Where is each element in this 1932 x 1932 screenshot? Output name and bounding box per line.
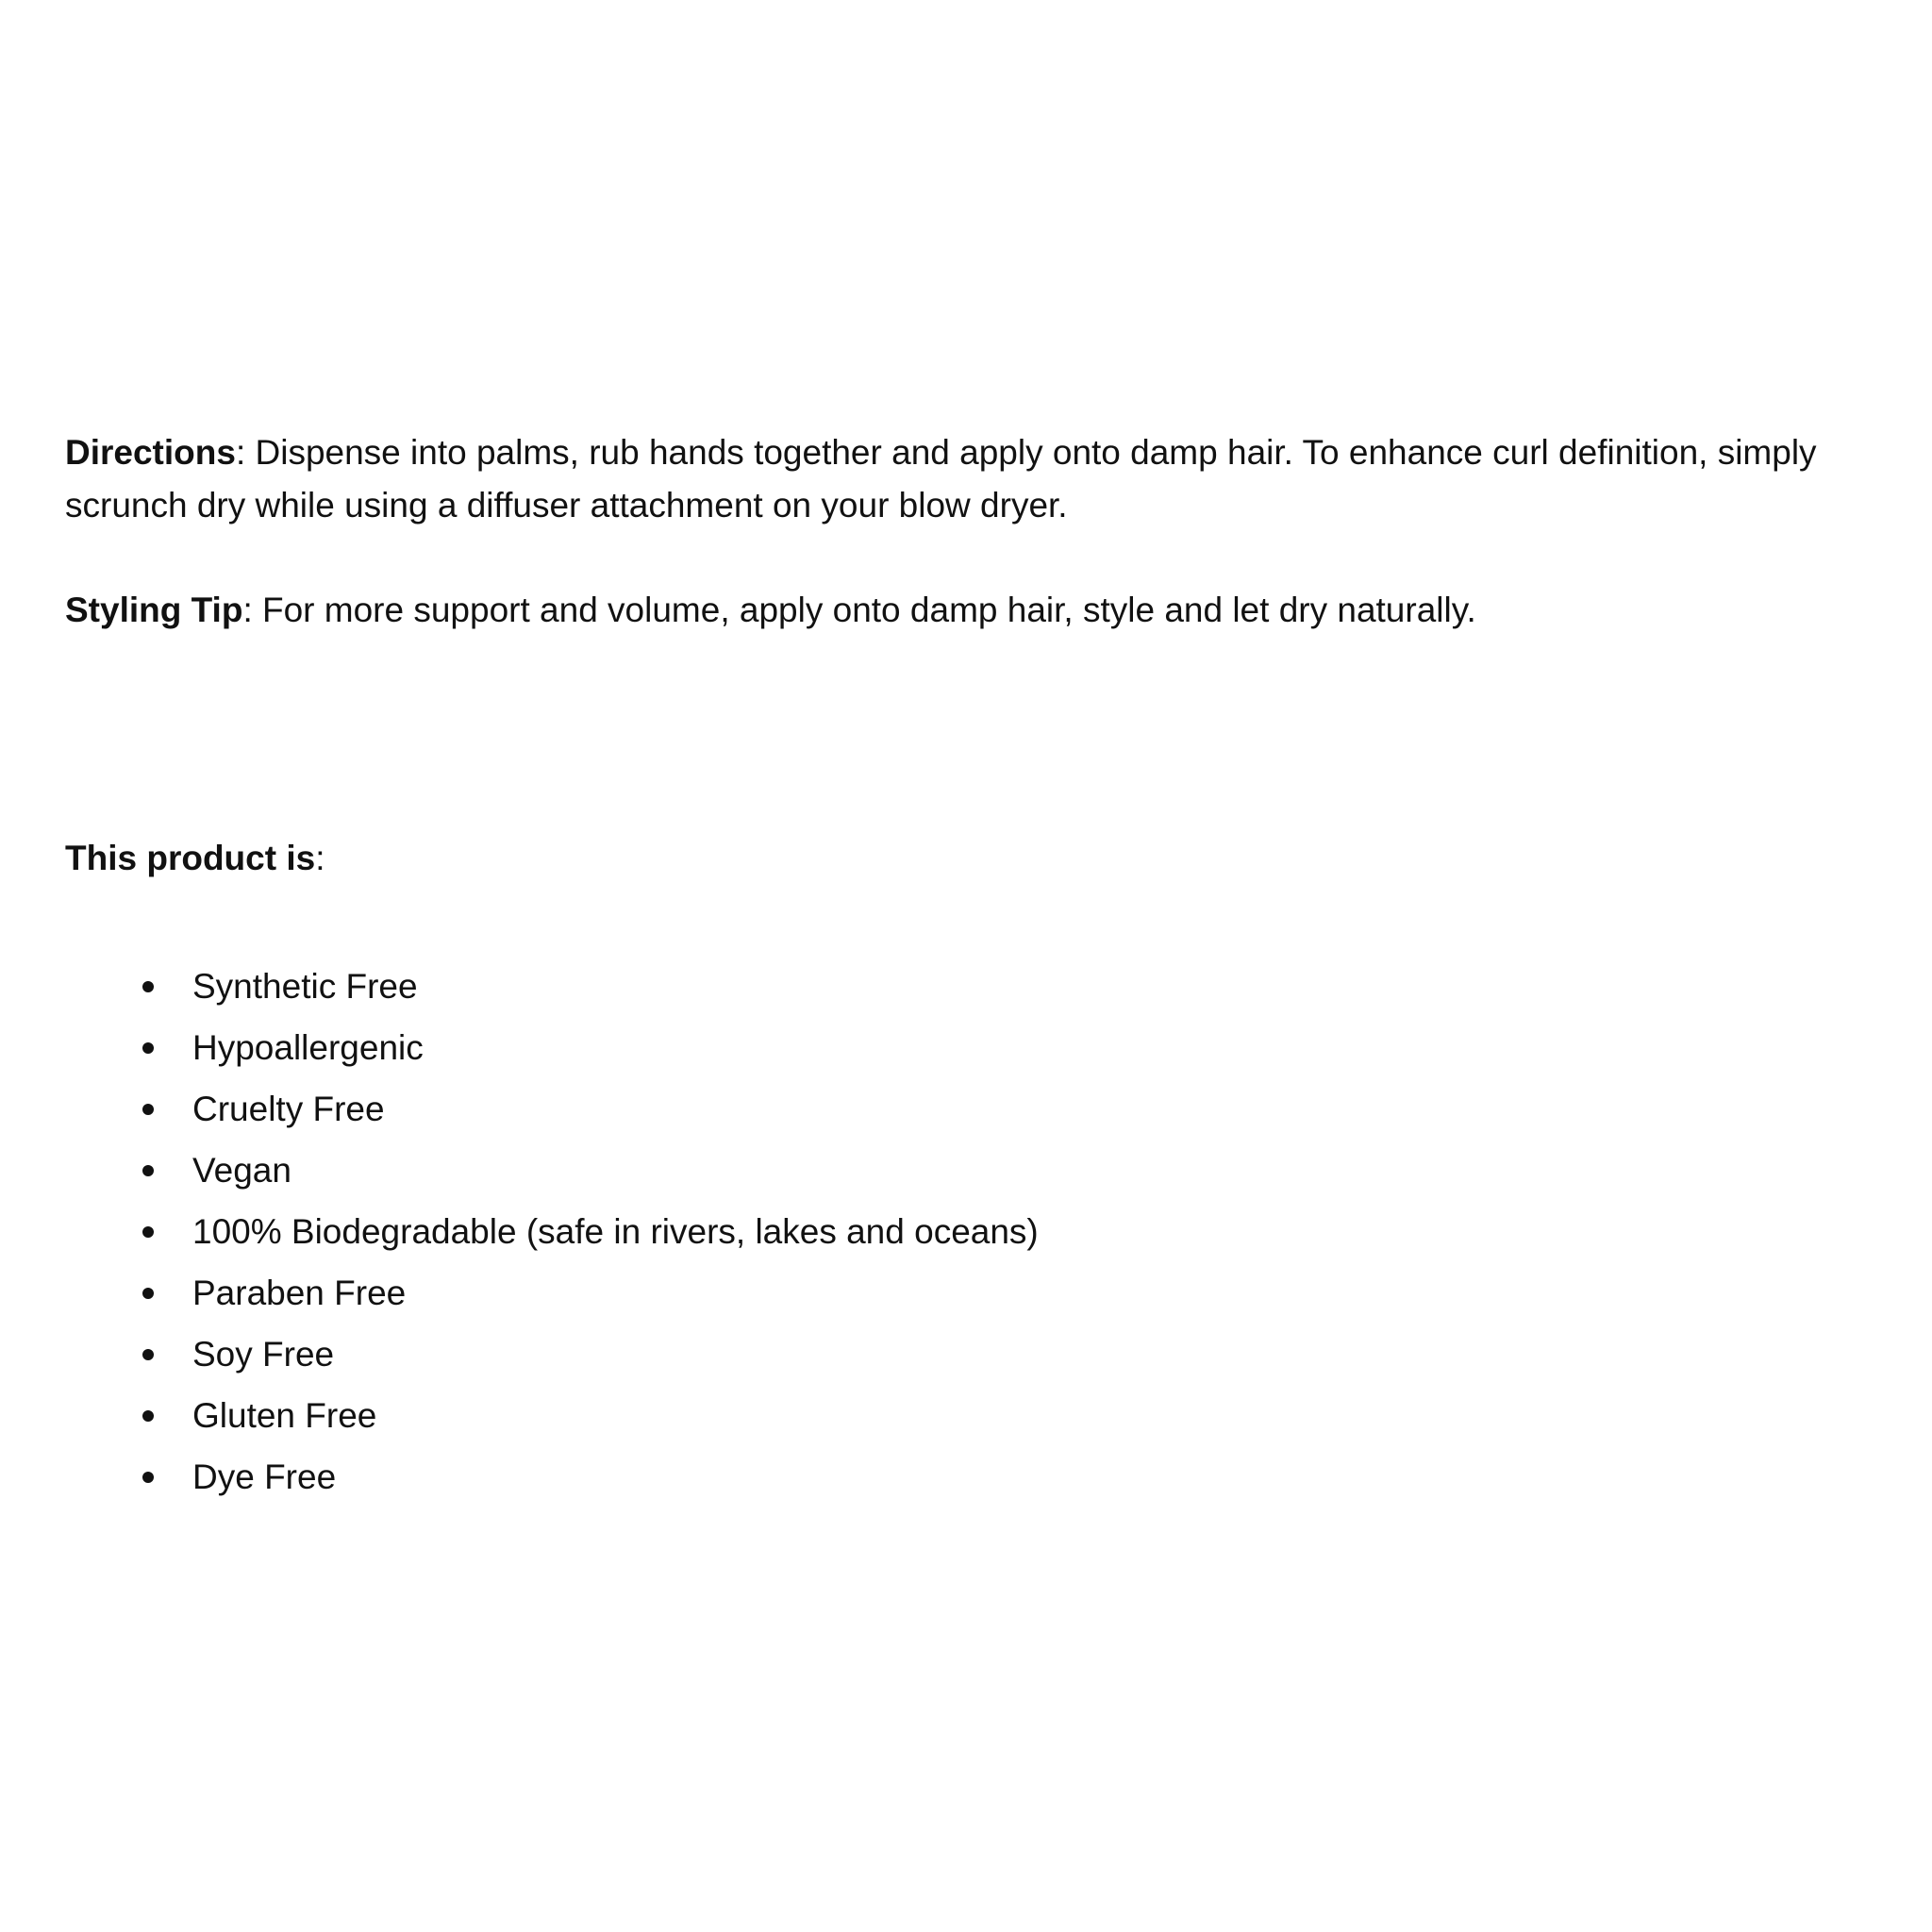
feature-label: Vegan	[192, 1151, 291, 1190]
product-heading-suffix: :	[315, 839, 325, 877]
styling-tip-label: Styling Tip	[65, 591, 243, 629]
list-item	[65, 1201, 1914, 1262]
bullet-icon	[142, 1349, 154, 1360]
bullet-icon	[142, 1226, 154, 1238]
list-item	[65, 956, 1914, 1017]
product-heading-label: This product is	[65, 839, 316, 877]
styling-tip-paragraph	[65, 584, 1914, 637]
bullet-icon	[142, 1288, 154, 1299]
directions-label: Directions	[65, 433, 236, 472]
list-item	[65, 1017, 1914, 1078]
product-heading	[65, 832, 1914, 885]
list-item	[65, 1324, 1914, 1385]
feature-label: Paraben Free	[192, 1274, 407, 1312]
bullet-icon	[142, 981, 154, 992]
list-item	[65, 1385, 1914, 1446]
feature-label: 100% Biodegradable (safe in rivers, lakes and oceans)	[192, 1212, 1039, 1251]
feature-label: Synthetic Free	[192, 967, 418, 1006]
feature-label: Cruelty Free	[192, 1090, 385, 1128]
list-item	[65, 1078, 1914, 1140]
bullet-icon	[142, 1472, 154, 1483]
feature-label: Gluten Free	[192, 1396, 377, 1435]
bullet-icon	[142, 1165, 154, 1176]
directions-paragraph	[65, 426, 1905, 532]
feature-label: Dye Free	[192, 1457, 337, 1496]
styling-tip-text: : For more support and volume, apply onto damp hair, style and let dry naturally.	[242, 591, 1476, 629]
feature-label: Hypoallergenic	[192, 1028, 424, 1067]
list-item	[65, 1140, 1914, 1201]
bullet-icon	[142, 1104, 154, 1115]
bullet-icon	[142, 1410, 154, 1422]
feature-list	[65, 956, 1914, 1507]
list-item	[65, 1446, 1914, 1507]
product-description	[65, 426, 1914, 1507]
bullet-icon	[142, 1042, 154, 1054]
feature-label: Soy Free	[192, 1335, 335, 1374]
list-item	[65, 1262, 1914, 1324]
directions-text: : Dispense into palms, rub hands together and apply onto damp hair. To enhance curl definition, simply scrunch dry while using a diffuser attachment on your blow dryer.	[65, 433, 1817, 525]
